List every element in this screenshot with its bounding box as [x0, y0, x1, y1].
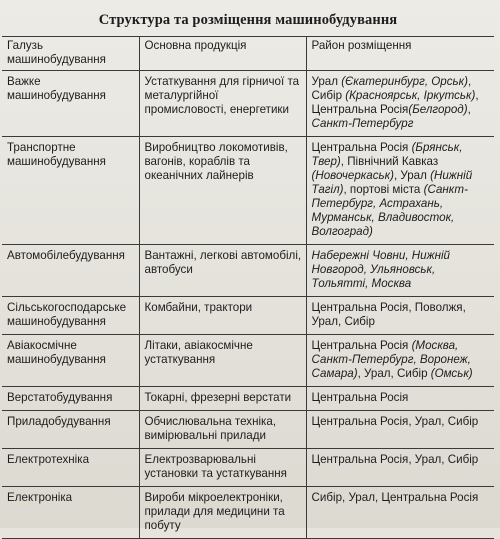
table-row [2, 297, 494, 335]
location-region: , Урал [393, 169, 431, 182]
industry-table [2, 36, 494, 539]
location-cell [306, 137, 494, 245]
products-cell: Електрозварювальні установки та устаткування [139, 449, 306, 487]
location-region: , портові міста [343, 183, 424, 196]
products-cell: Літаки, авіакосмічне устаткування [139, 335, 306, 387]
page-title: Структура та розміщення машинобудування [98, 12, 398, 28]
location-cell [306, 487, 494, 539]
header-location: Район розміщення [306, 37, 494, 71]
table-row [2, 487, 494, 539]
products-cell: Вироби мікроелектроніки, прилади для медицини та побуту [139, 487, 306, 539]
location-cities: (Санкт-Петербург, Астрахань, Мурманськ, Владивосток, Волгоград) [311, 183, 468, 238]
location-cell [306, 387, 494, 411]
location-cities: (Москва, Санкт-Петербург, Воронеж, Самара) [311, 339, 471, 380]
location-cities: Санкт-Петербург [311, 117, 414, 130]
branch-cell: Авіакосмічне машинобудування [2, 335, 139, 387]
products-cell: Токарні, фрезерні верстати [139, 387, 306, 411]
table-row [2, 387, 494, 411]
table-row [2, 137, 494, 245]
location-cell [306, 71, 494, 137]
location-region: Центральна Росія [311, 141, 412, 154]
table-row [2, 449, 494, 487]
location-cities: (Єкатеринбург, Орськ) [341, 75, 468, 88]
location-region: Сибір, Урал, Центральна Росія [311, 491, 479, 504]
table-row [2, 71, 494, 137]
location-cities: (Брянськ, Твер) [311, 141, 463, 168]
location-cell [306, 411, 494, 449]
products-cell: Виробництво локомотивів, вагонів, кораблів та океанічних лайнерів [139, 137, 306, 245]
location-cell [306, 245, 494, 297]
branch-cell: Електроніка [2, 487, 139, 539]
table-row [2, 335, 494, 387]
branch-cell: Приладобудування [2, 411, 139, 449]
location-cities: (Омськ) [430, 367, 473, 380]
location-cell [306, 335, 494, 387]
location-region: Урал [311, 75, 342, 88]
location-cell [306, 297, 494, 335]
table-header-row [2, 37, 494, 71]
location-region: Центральна Росія [311, 391, 409, 404]
location-region: , Північний Кавказ [340, 155, 439, 168]
table-body [2, 71, 494, 539]
location-cities: (Белгород) [408, 103, 468, 116]
location-cell [306, 449, 494, 487]
location-region: , Урал, Сибір [357, 367, 431, 380]
location-cities: Набережні Човни, Нижній Новгород, Ульяновськ, Тольятті, Москва [311, 249, 450, 290]
products-cell: Вантажні, легкові автомобілі, автобуси [139, 245, 306, 297]
location-region: Центральна Росія, Урал, Сибір [311, 453, 479, 466]
location-region: Центральна Росія, Урал, Сибір [311, 415, 479, 428]
products-cell: Устаткування для гірничої та металургійної промисловості, енергетики [139, 71, 306, 137]
products-cell: Комбайни, трактори [139, 297, 306, 335]
header-branch: Галузь машинобудування [2, 37, 139, 71]
table-row [2, 245, 494, 297]
location-region: Центральна Росія, Поволжя, Урал, Сибір [311, 301, 466, 328]
branch-cell: Транспортне машинобудування [2, 137, 139, 245]
location-region: , [467, 103, 471, 116]
location-region: , Центральна Росія [311, 89, 479, 116]
branch-cell: Важке машинобудування [2, 71, 139, 137]
location-cities: (Нижній Тагіл) [311, 169, 473, 196]
location-cities: (Новочеркаськ) [311, 169, 394, 182]
location-region: , Сибір [311, 75, 472, 102]
location-cities: (Красноярськ, Іркутськ) [345, 89, 476, 102]
products-cell: Обчислювальна техніка, вимірювальні прилади [139, 411, 306, 449]
location-region: Центральна Росія [311, 339, 412, 352]
branch-cell: Електротехніка [2, 449, 139, 487]
branch-cell: Автомобілебудування [2, 245, 139, 297]
branch-cell: Сільськогосподарське машинобудування [2, 297, 139, 335]
table-row [2, 411, 494, 449]
branch-cell: Верстатобудування [2, 387, 139, 411]
header-products: Основна продукція [139, 37, 306, 71]
